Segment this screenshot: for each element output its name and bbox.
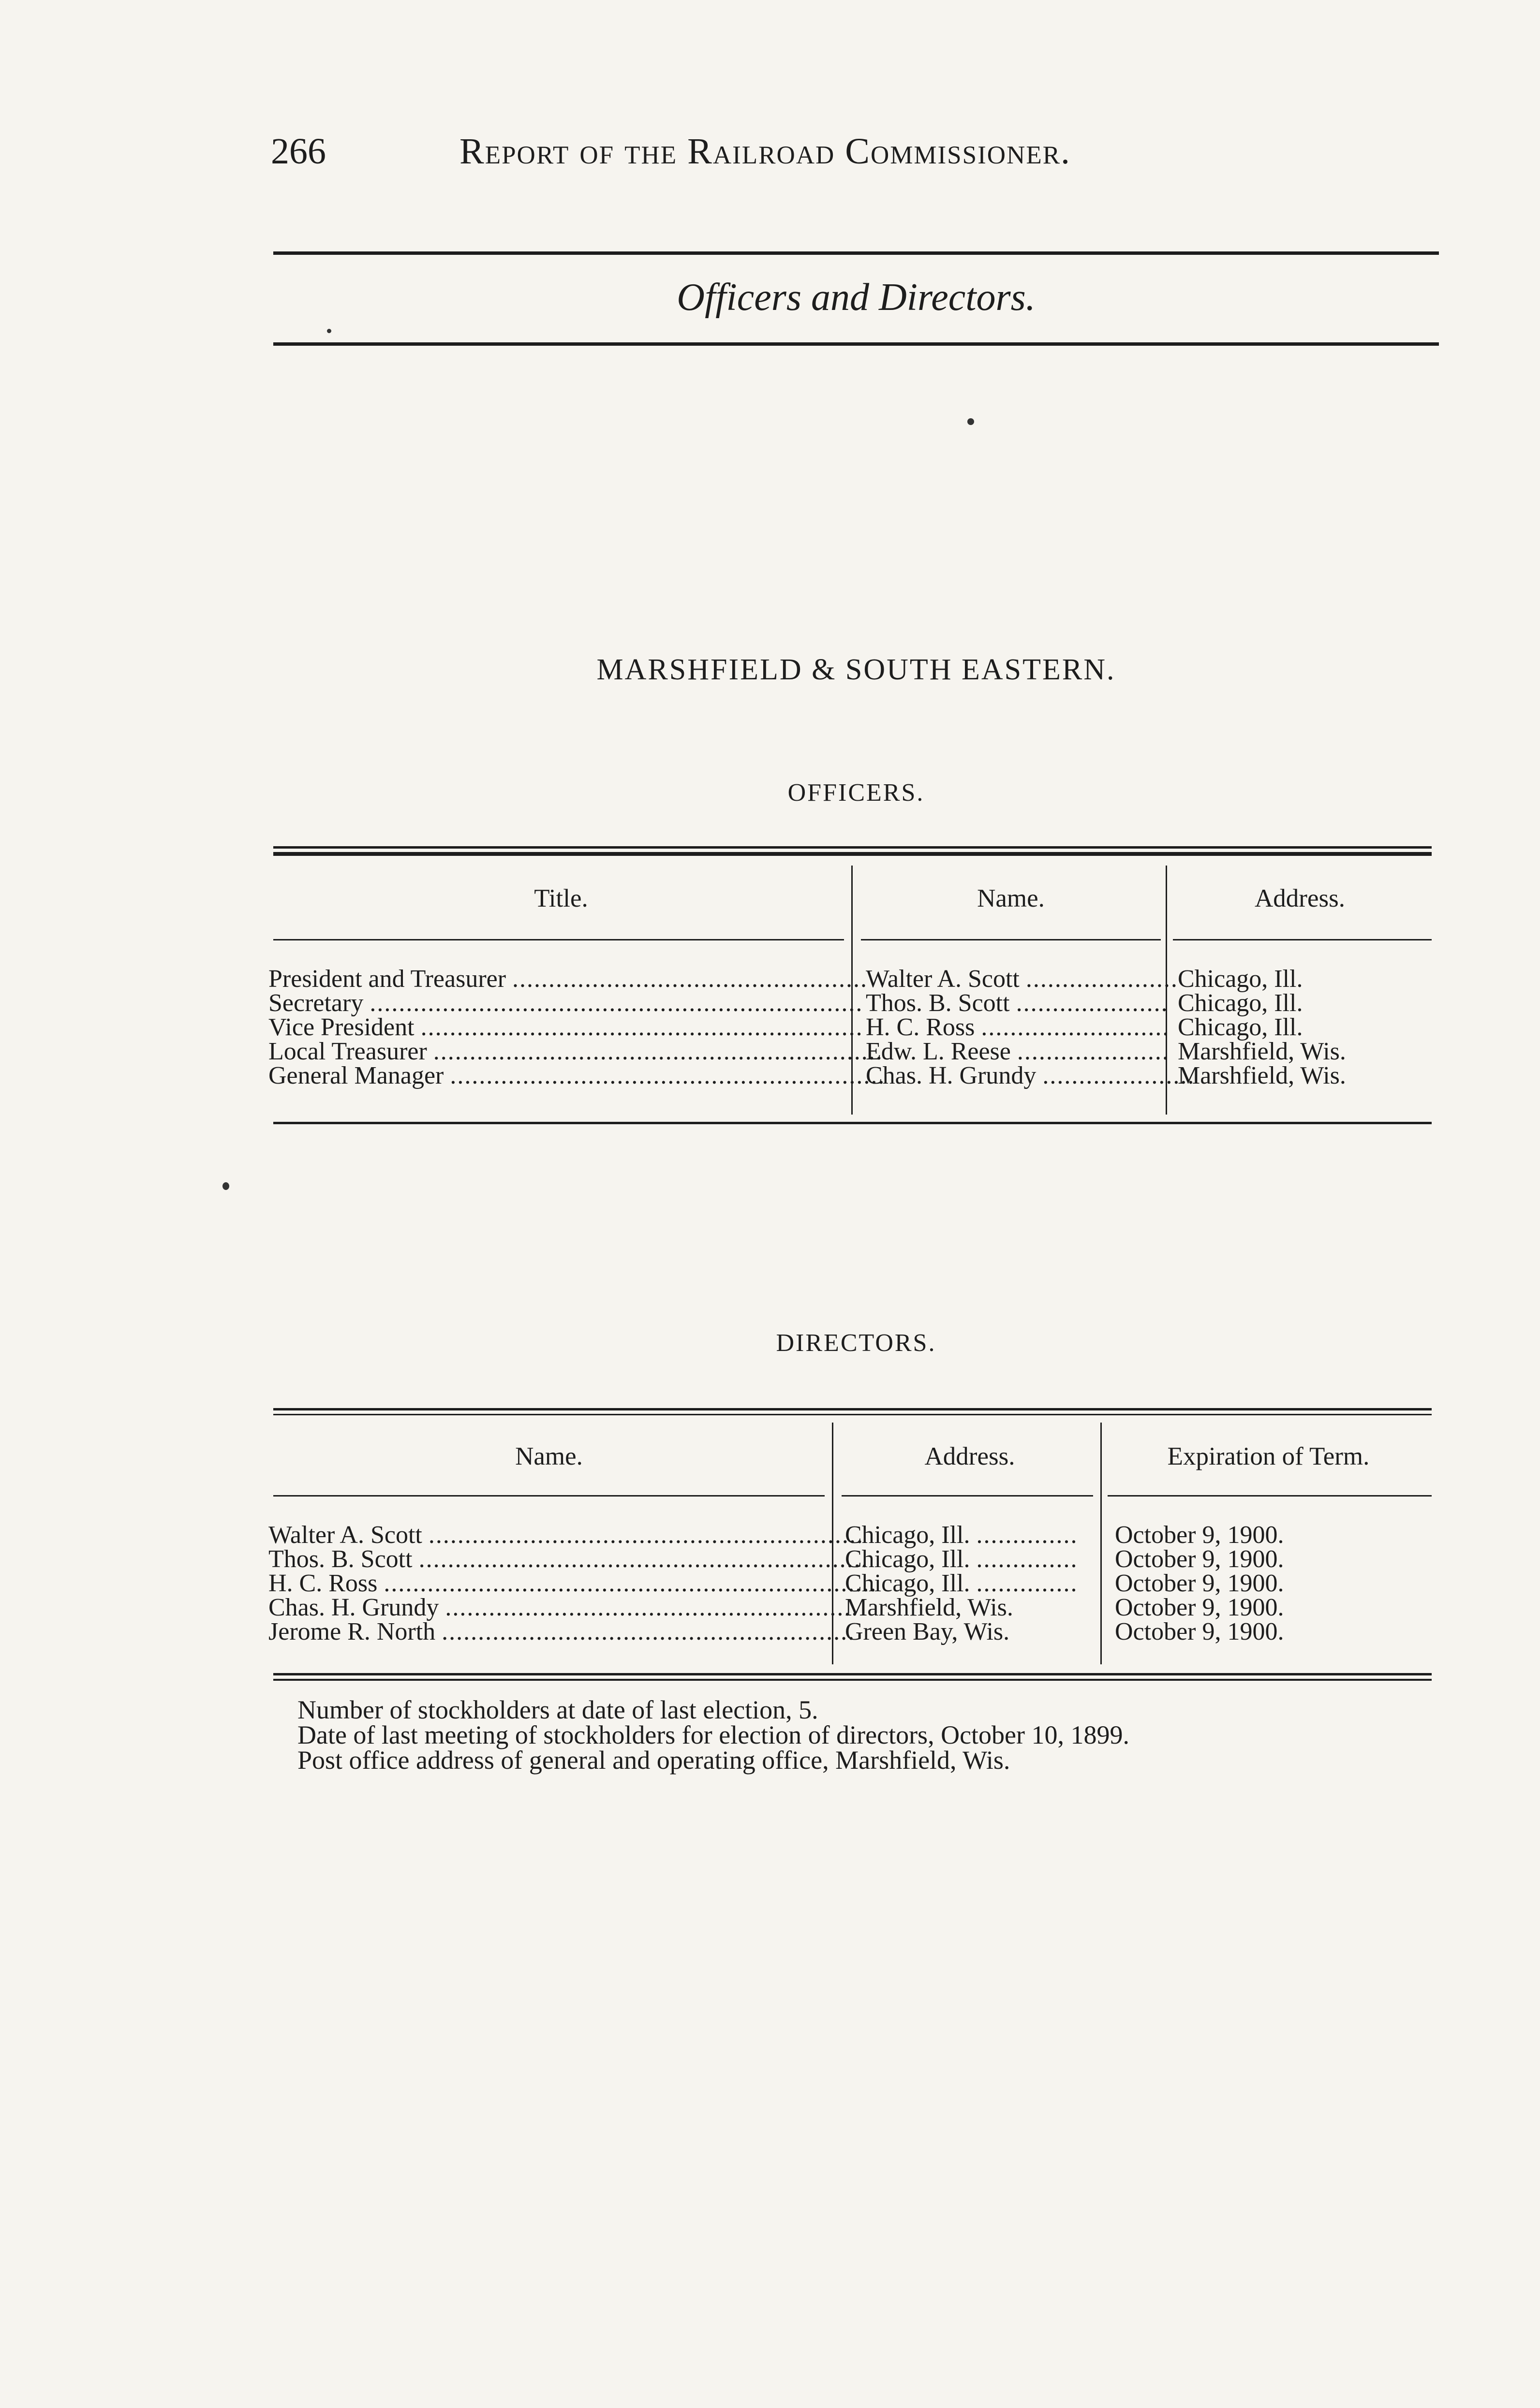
dot-leader: .............................................................. — [418, 1545, 869, 1573]
officers-table — [268, 846, 1432, 1131]
scan-speck — [222, 1182, 229, 1190]
director-address-cell — [845, 1620, 1096, 1644]
dot-leader: ..................... — [1025, 965, 1178, 993]
table-row — [268, 1545, 869, 1573]
director-address: Chicago, Ill. — [845, 1521, 970, 1549]
director-name: Jerome R. North — [268, 1618, 436, 1645]
officer-title: President and Treasurer — [268, 965, 506, 993]
directors-header-underline-2 — [842, 1495, 1093, 1497]
officer-name: Thos. B. Scott — [866, 989, 1010, 1017]
dot-leader: ............................................................. — [420, 1013, 863, 1041]
director-address: Chicago, Ill. — [845, 1570, 970, 1597]
dot-leader: .................................................................... — [370, 989, 863, 1017]
officers-top-rule-2 — [273, 852, 1432, 856]
directors-header-underline-1 — [273, 1495, 825, 1497]
table-row — [268, 1594, 859, 1621]
dot-leader: ..................... — [1016, 989, 1169, 1017]
officer-name-cell — [866, 1013, 1170, 1041]
dot-leader: .................................................................... — [384, 1570, 877, 1597]
director-name: Thos. B. Scott — [268, 1545, 413, 1573]
officer-name: Chas. H. Grundy — [866, 1062, 1037, 1089]
officers-col-address: Address. — [1255, 884, 1345, 912]
table-row — [268, 1038, 883, 1065]
director-term: October 9, 1900. — [1115, 1618, 1284, 1645]
officer-title: Vice President — [268, 1013, 415, 1041]
officer-address: Marshfield, Wis. — [1178, 1062, 1346, 1089]
officers-heading: OFFICERS. — [787, 779, 925, 807]
director-term: October 9, 1900. — [1115, 1570, 1284, 1597]
section-bottom-rule — [273, 342, 1439, 346]
table-row — [268, 1570, 877, 1597]
company-name: MARSHFIELD & SOUTH EASTERN. — [596, 653, 1116, 686]
director-name: Chas. H. Grundy — [268, 1594, 439, 1621]
director-term: October 9, 1900. — [1115, 1545, 1284, 1573]
directors-heading: DIRECTORS. — [776, 1329, 936, 1357]
director-address-cell — [845, 1523, 1096, 1547]
officer-address: Chicago, Ill. — [1178, 989, 1303, 1017]
dot-leader: ............................................................ — [450, 1062, 886, 1089]
officer-address: Chicago, Ill. — [1178, 1013, 1303, 1041]
dot-leader: .............. — [976, 1570, 1078, 1597]
director-name: Walter A. Scott — [268, 1521, 422, 1549]
directors-col-name: Name. — [515, 1442, 583, 1470]
director-address: Green Bay, Wis. — [845, 1618, 1010, 1645]
dot-leader: .............. — [976, 1521, 1078, 1549]
directors-col-divider-2 — [1100, 1423, 1102, 1664]
officer-title: Local Treasurer — [268, 1038, 427, 1065]
directors-top-rule — [273, 1408, 1432, 1410]
directors-top-rule-2 — [273, 1414, 1432, 1415]
table-row — [268, 1618, 856, 1645]
dot-leader: .............................................................. — [433, 1038, 883, 1065]
page-number: 266 — [271, 131, 326, 172]
officers-header-underline-3 — [1173, 939, 1432, 940]
dot-leader: ......................................................... — [442, 1618, 856, 1645]
director-address-cell — [845, 1547, 1096, 1571]
director-address: Marshfield, Wis. — [845, 1594, 1013, 1621]
directors-bottom-rule — [273, 1673, 1432, 1675]
officer-name-cell — [866, 965, 1178, 993]
scan-speck — [967, 418, 974, 425]
dot-leader: .......................... — [981, 1013, 1170, 1041]
officers-col-title: Title. — [534, 884, 588, 912]
officers-col-name: Name. — [977, 884, 1045, 912]
officer-name: H. C. Ross — [866, 1013, 975, 1041]
running-head — [271, 131, 1432, 184]
table-row — [268, 1013, 863, 1041]
dot-leader: ............................................................ — [428, 1521, 864, 1549]
officer-address: Marshfield, Wis. — [1178, 1038, 1346, 1065]
officer-title: General Manager — [268, 1062, 444, 1089]
directors-col-address: Address. — [924, 1442, 1015, 1470]
note-last-meeting: Date of last meeting of stockholders for election of directors, October 10, 1899. — [297, 1720, 1129, 1749]
director-term: October 9, 1900. — [1115, 1594, 1284, 1621]
officer-name: Edw. L. Reese — [866, 1038, 1011, 1065]
directors-col-term: Expiration of Term. — [1167, 1442, 1370, 1470]
director-address-cell — [845, 1571, 1096, 1596]
notes — [297, 1697, 1449, 1773]
dot-leader: ......................................................... — [445, 1594, 859, 1621]
officer-title: Secretary — [268, 989, 364, 1017]
officers-bottom-rule — [273, 1122, 1432, 1124]
officer-address: Chicago, Ill. — [1178, 965, 1303, 993]
note-stockholders-count: Number of stockholders at date of last election, 5. — [297, 1695, 818, 1724]
table-row — [268, 1062, 886, 1089]
director-address: Chicago, Ill. — [845, 1545, 970, 1573]
dot-leader: .............. — [976, 1545, 1078, 1573]
scan-speck — [327, 329, 331, 333]
dot-leader: ..................... — [1017, 1038, 1170, 1065]
director-address-cell — [845, 1596, 1096, 1620]
table-row — [268, 965, 868, 993]
director-name: H. C. Ross — [268, 1570, 378, 1597]
directors-header-underline-3 — [1108, 1495, 1432, 1497]
officer-name-cell — [866, 1038, 1170, 1065]
directors-bottom-rule-2 — [273, 1679, 1432, 1681]
running-title: Report of the Railroad Commissioner. — [459, 131, 1071, 172]
officers-top-rule — [273, 846, 1432, 849]
officers-header-underline-2 — [861, 939, 1161, 940]
officer-name: Walter A. Scott — [866, 965, 1020, 993]
dot-leader: ................................................. — [512, 965, 868, 993]
dot-leader: ..................... — [1042, 1062, 1195, 1089]
note-office-address: Post office address of general and operating office, Marshfield, Wis. — [297, 1746, 1010, 1775]
director-term: October 9, 1900. — [1115, 1521, 1284, 1549]
section-title: Officers and Directors. — [677, 276, 1036, 319]
officer-name-cell — [866, 1062, 1195, 1089]
officers-header-underline-1 — [273, 939, 844, 940]
top-rule — [273, 251, 1439, 255]
officer-name-cell — [866, 989, 1169, 1017]
table-row — [268, 1521, 864, 1549]
directors-table — [268, 1408, 1432, 1693]
table-row — [268, 989, 863, 1017]
